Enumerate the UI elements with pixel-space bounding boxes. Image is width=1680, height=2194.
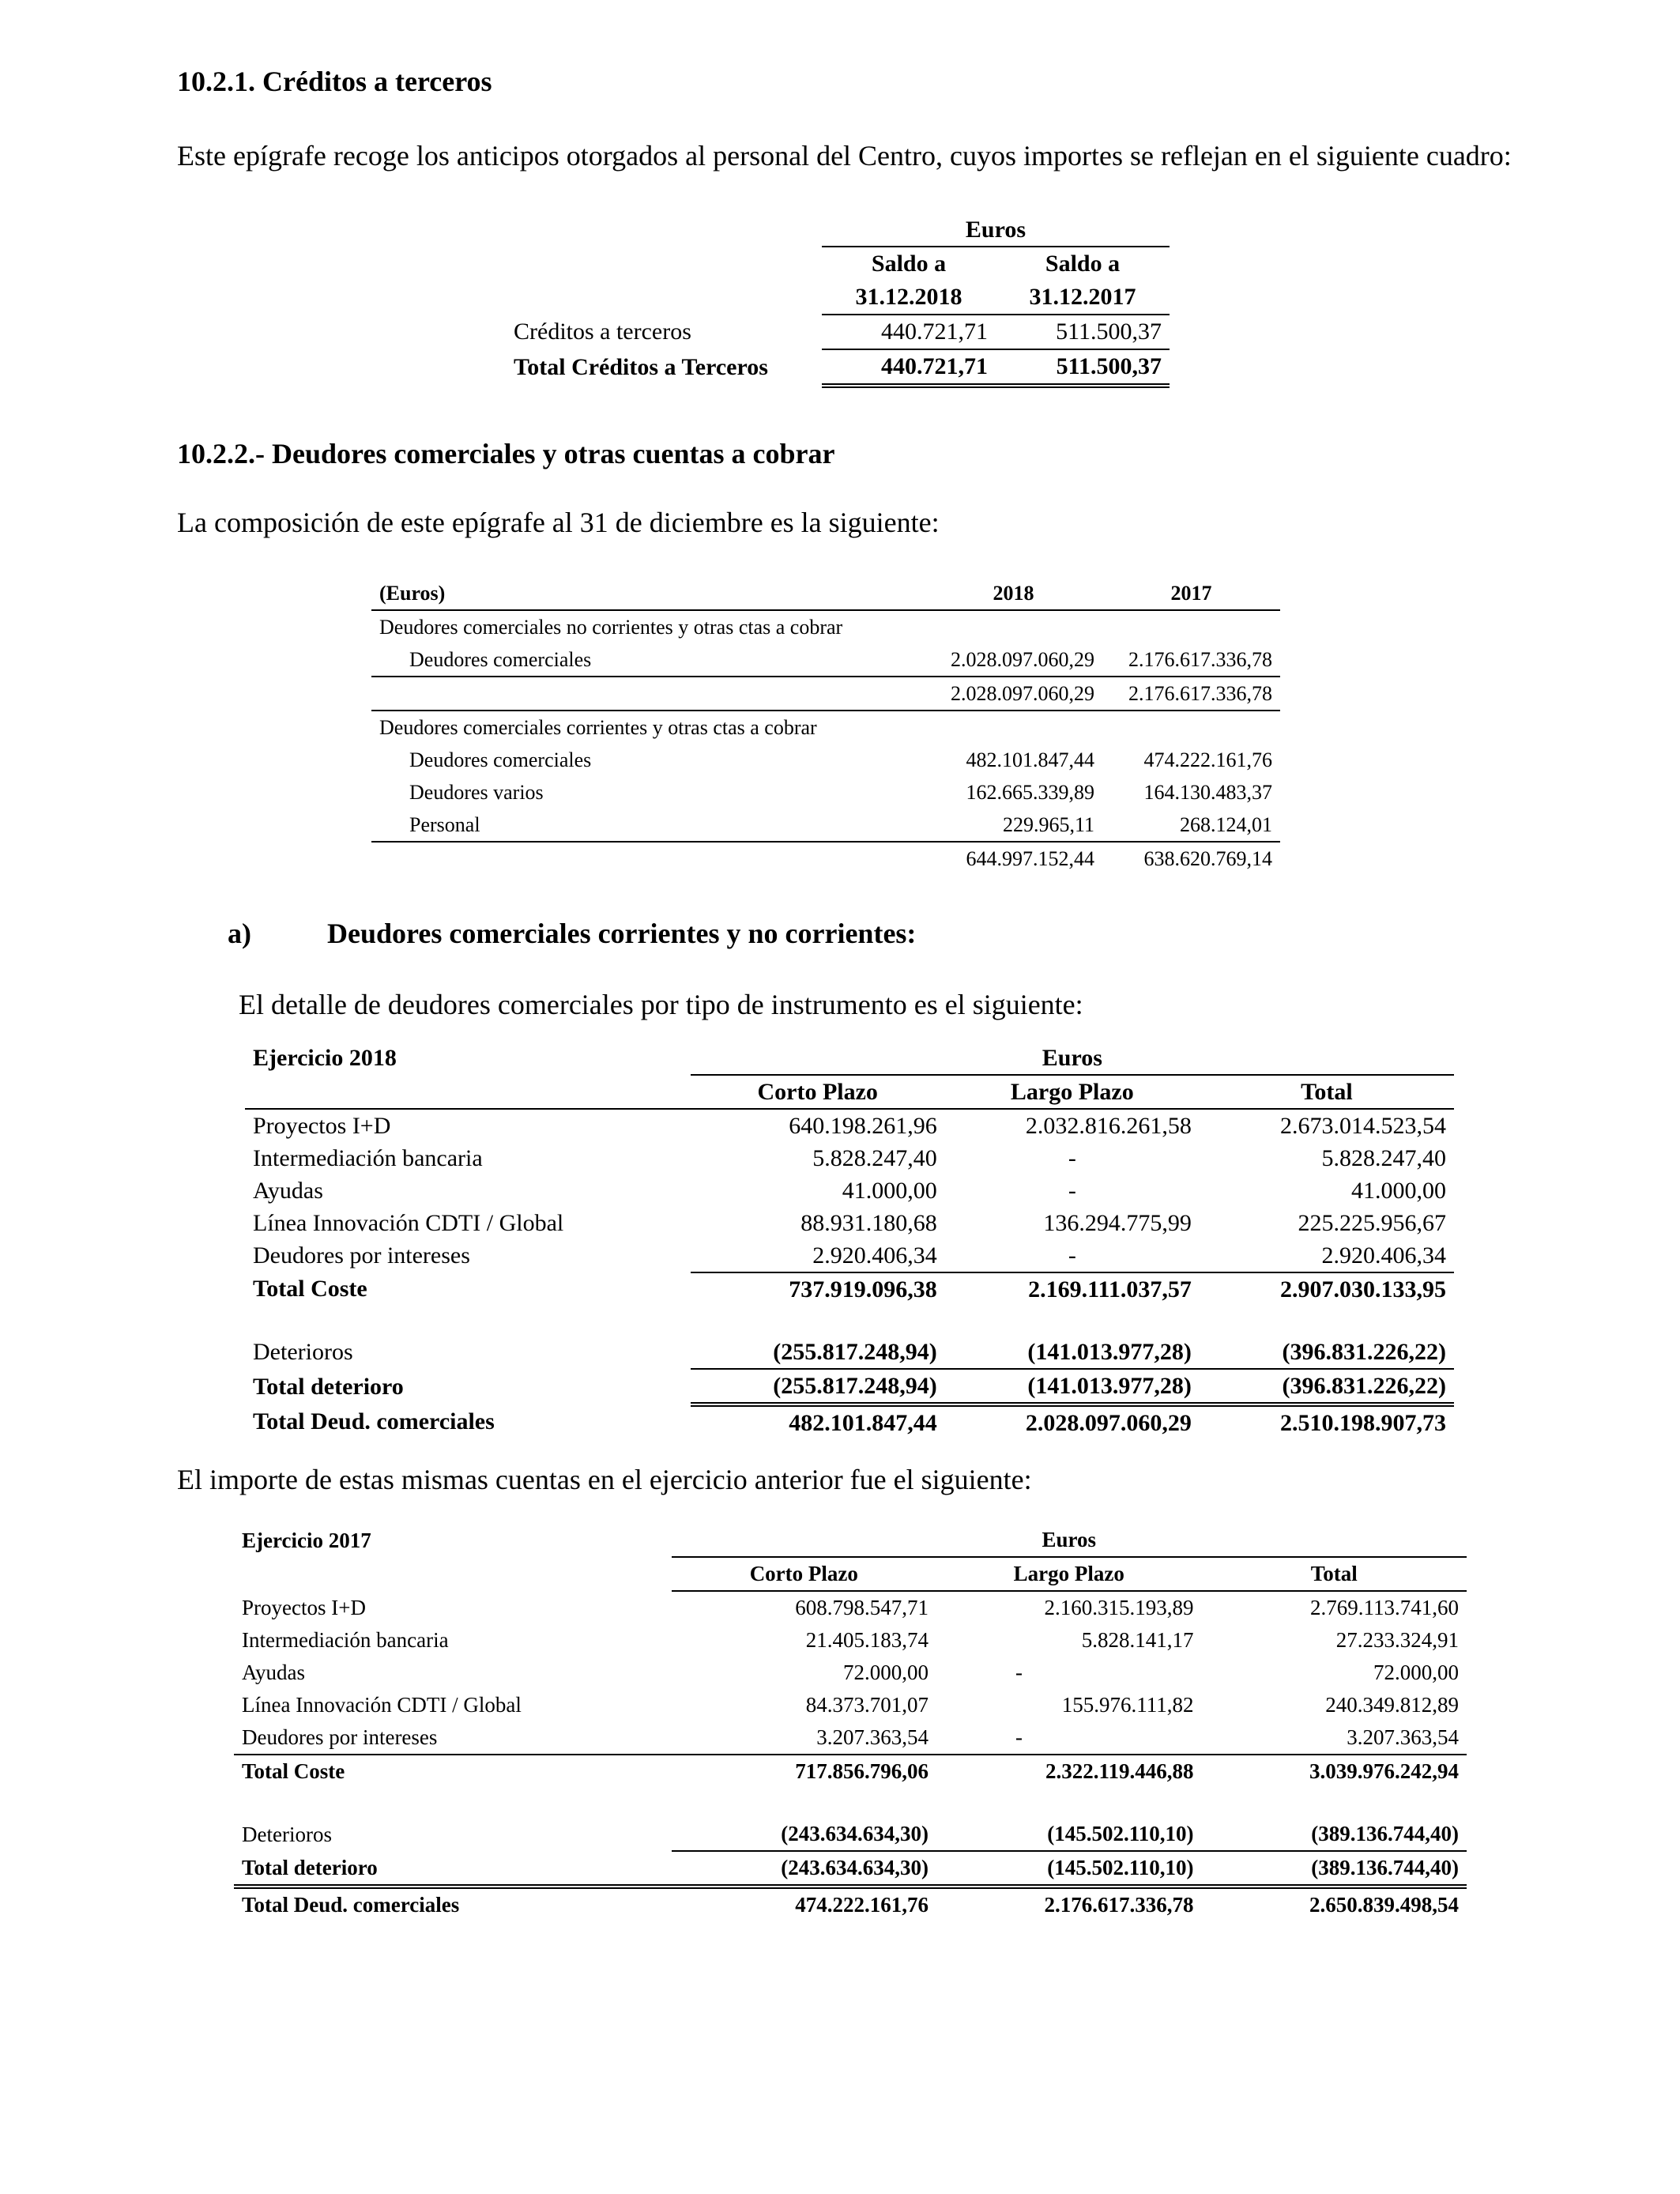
col-header-corto: Corto Plazo: [672, 1557, 936, 1591]
cell-value: 2.032.816.261,58: [1025, 1112, 1192, 1139]
cell-value: 482.101.847,44: [966, 748, 1094, 771]
table-row: [245, 1174, 1454, 1207]
table-row: [245, 1207, 1454, 1239]
table-row: [245, 1142, 1454, 1174]
cell-value: 27.233.324,91: [1335, 1628, 1459, 1652]
table-title: Ejercicio 2018: [253, 1045, 397, 1071]
cell-value: -: [945, 1239, 1200, 1272]
paragraph-detalle: El detalle de deudores comerciales por tipo de instrumento es el siguiente:: [239, 989, 1083, 1020]
cell-value: 2.920.406,34: [1200, 1239, 1454, 1272]
table-row-total: [506, 349, 1170, 386]
row-label: Deterioros: [253, 1339, 353, 1365]
cell-value: (141.013.977,28): [945, 1336, 1200, 1369]
row-label: Total Deud. comerciales: [253, 1408, 495, 1434]
cell-value: 2.920.406,34: [691, 1239, 945, 1272]
cell-value: 229.965,11: [1002, 812, 1094, 836]
cell-value: (243.634.634,30): [672, 1818, 936, 1851]
cell-value: 2.160.315.193,89: [1044, 1596, 1194, 1619]
cell-value: 3.207.363,54: [1201, 1721, 1467, 1755]
cell-value: 737.919.096,38: [789, 1276, 937, 1302]
row-label: Deudores varios: [409, 780, 544, 804]
creditos-table: [506, 213, 1170, 388]
header-euros: Euros: [822, 213, 1170, 247]
cell-value: (141.013.977,28): [945, 1369, 1200, 1404]
deterioros-row: [234, 1818, 1467, 1851]
cell-value: 2.673.014.523,54: [1280, 1112, 1446, 1139]
row-label: Línea Innovación CDTI / Global: [242, 1693, 522, 1717]
deterioros-row: [245, 1336, 1454, 1369]
cell-value: 2.176.617.336,78: [1128, 647, 1272, 671]
cell-value: 72.000,00: [843, 1661, 929, 1684]
cell-value: 3.039.976.242,94: [1309, 1759, 1459, 1783]
table-row: [234, 1624, 1467, 1657]
row-label: Deterioros: [242, 1822, 332, 1846]
row-label: Total Coste: [253, 1276, 367, 1302]
table-row: [371, 643, 1280, 677]
row-label: Deudores comerciales: [409, 748, 592, 771]
row-label: Proyectos I+D: [253, 1112, 391, 1139]
col-header-2017: 2017: [1170, 581, 1212, 605]
cell-value: 608.798.547,71: [795, 1596, 929, 1619]
col-header-2018-l1: Saldo a: [871, 251, 947, 277]
table-row: [371, 776, 1280, 809]
cell-value: 5.828.247,40: [1321, 1144, 1446, 1171]
cell-value: 440.721,71: [822, 349, 996, 386]
cell-value: 474.222.161,76: [1143, 748, 1272, 771]
cell-value: -: [1015, 1661, 1023, 1684]
row-label: Total deterioro: [253, 1373, 404, 1400]
cell-value: 268.124,01: [1180, 812, 1272, 836]
cell-value: (389.136.744,40): [1201, 1851, 1467, 1887]
cell-value: (396.831.226,22): [1200, 1336, 1454, 1369]
table-row: [245, 1109, 1454, 1142]
cell-value: -: [936, 1721, 1201, 1755]
row-label: Proyectos I+D: [242, 1595, 366, 1619]
cell-value: 2.907.030.133,95: [1280, 1276, 1446, 1302]
cell-value: -: [1068, 1177, 1076, 1204]
cell-value: 72.000,00: [1373, 1661, 1459, 1684]
header-euros: Euros: [672, 1524, 1467, 1557]
cell-value: 88.931.180,68: [800, 1209, 937, 1236]
total-deterioro-row: [234, 1851, 1467, 1887]
subtotal-row: [371, 677, 1280, 711]
table-row: [234, 1591, 1467, 1624]
row-label: Total Créditos a Terceros: [514, 354, 768, 380]
col-header-2018-l2: 31.12.2018: [822, 281, 996, 315]
cell-value: (255.817.248,94): [691, 1336, 945, 1369]
deudores-2017-table: [234, 1524, 1467, 1921]
cell-value: (145.502.110,10): [936, 1851, 1201, 1887]
col-header-largo: Largo Plazo: [945, 1075, 1200, 1109]
cell-value: 2.028.097.060,29: [951, 647, 1094, 671]
cell-value: 717.856.796,06: [795, 1759, 929, 1783]
col-header-total: Total: [1201, 1557, 1467, 1591]
row-label: Intermediación bancaria: [253, 1144, 483, 1171]
cell-value: 482.101.847,44: [789, 1409, 937, 1436]
cell-value: (243.634.634,30): [672, 1851, 936, 1887]
cell-value: 225.225.956,67: [1298, 1209, 1446, 1236]
total-deterioro-row: [245, 1369, 1454, 1404]
col-header-2018: 2018: [993, 581, 1034, 605]
row-label: Ayudas: [253, 1177, 323, 1204]
row-label: Total deterioro: [234, 1851, 672, 1887]
cell-value: 2.028.097.060,29: [951, 681, 1094, 705]
subsection-heading: Deudores comerciales corrientes y no corrientes:: [327, 918, 917, 949]
cell-value: 2.028.097.060,29: [1025, 1409, 1192, 1436]
col-header-2017-l2: 31.12.2017: [996, 281, 1170, 315]
table-row: [234, 1689, 1467, 1721]
row-label: Deudores por intereses: [234, 1721, 672, 1755]
cell-value: 2.322.119.446,88: [1045, 1759, 1194, 1783]
cell-value: 2.650.839.498,54: [1309, 1893, 1459, 1917]
cell-value: 474.222.161,76: [795, 1893, 929, 1917]
cell-value: 644.997.152,44: [966, 846, 1094, 870]
deudores-composition-table: [371, 577, 1280, 875]
cell-value: 240.349.812,89: [1325, 1693, 1459, 1717]
row-label: Personal: [409, 812, 480, 836]
col-header-2017-l1: Saldo a: [1045, 251, 1121, 277]
col-header-largo: Largo Plazo: [936, 1557, 1201, 1591]
row-label: Total Coste: [242, 1759, 345, 1783]
cell-value: 2.169.111.037,57: [1028, 1276, 1192, 1302]
cell-value: 155.976.111,82: [1061, 1693, 1194, 1717]
paragraph-composicion: La composición de este epígrafe al 31 de diciembre es la siguiente:: [177, 507, 940, 538]
cell-value: (389.136.744,40): [1201, 1818, 1467, 1851]
table-row: [234, 1721, 1467, 1755]
cell-value: 640.198.261,96: [789, 1112, 937, 1139]
group-label-corrientes: Deudores comerciales corrientes y otras ctas a cobrar: [379, 715, 817, 739]
row-label: Intermediación bancaria: [242, 1628, 449, 1652]
cell-value: 5.828.141,17: [1081, 1628, 1194, 1652]
cell-value: 5.828.247,40: [812, 1144, 937, 1171]
cell-value: -: [1068, 1144, 1076, 1171]
table-row: [234, 1657, 1467, 1689]
deudores-2018-table: [245, 1042, 1454, 1439]
total-deud-row: [245, 1404, 1454, 1439]
subsection-marker: a): [228, 918, 251, 949]
cell-value: 2.176.617.336,78: [1044, 1893, 1194, 1917]
table-row: [371, 744, 1280, 776]
cell-value: 162.665.339,89: [966, 780, 1094, 804]
paragraph-creditos: Este epígrafe recoge los anticipos otorgados al personal del Centro, cuyos importes se reflejan en el siguiente cuadro:: [177, 140, 1512, 172]
total-coste-row: [234, 1755, 1467, 1788]
col-header-total: Total: [1200, 1075, 1454, 1109]
row-label: Deudores comerciales: [409, 647, 592, 671]
header-euros: (Euros): [379, 581, 446, 605]
cell-value: (396.831.226,22): [1200, 1369, 1454, 1404]
cell-value: 41.000,00: [1351, 1177, 1446, 1204]
table-title: Ejercicio 2017: [242, 1528, 371, 1552]
cell-value: 136.294.775,99: [1043, 1209, 1192, 1236]
row-label: Créditos a terceros: [514, 319, 691, 345]
cell-value: 2.176.617.336,78: [1128, 681, 1272, 705]
cell-value: 41.000,00: [842, 1177, 937, 1204]
group-label-no-corrientes: Deudores comerciales no corrientes y otras ctas a cobrar: [379, 615, 843, 639]
cell-value: 2.769.113.741,60: [1310, 1596, 1459, 1619]
cell-value: 84.373.701,07: [805, 1693, 929, 1717]
table-row: [506, 315, 1170, 349]
total-coste-row: [245, 1272, 1454, 1306]
cell-value: 511.500,37: [996, 315, 1170, 349]
table-row: [245, 1239, 1454, 1272]
paragraph-ejercicio-anterior: El importe de estas mismas cuentas en el ejercicio anterior fue el siguiente:: [177, 1464, 1032, 1495]
cell-value: 638.620.769,14: [1143, 846, 1272, 870]
row-label: Deudores por intereses: [253, 1242, 470, 1269]
header-euros: Euros: [691, 1042, 1454, 1075]
cell-value: 440.721,71: [822, 315, 996, 349]
row-label: Línea Innovación CDTI / Global: [253, 1209, 564, 1236]
table-row: [371, 809, 1280, 842]
section-heading-deudores: 10.2.2.- Deudores comerciales y otras cuentas a cobrar: [177, 438, 835, 469]
cell-value: (145.502.110,10): [936, 1818, 1201, 1851]
cell-value: 511.500,37: [996, 349, 1170, 386]
cell-value: 21.405.183,74: [805, 1628, 929, 1652]
section-heading-creditos: 10.2.1. Créditos a terceros: [177, 66, 492, 97]
row-label: Total Deud. comerciales: [242, 1893, 460, 1917]
cell-value: (255.817.248,94): [691, 1369, 945, 1404]
total-deud-row: [234, 1887, 1467, 1921]
cell-value: 2.510.198.907,73: [1280, 1409, 1446, 1436]
row-label: Ayudas: [242, 1661, 306, 1684]
cell-value: 3.207.363,54: [672, 1721, 936, 1755]
cell-value: 164.130.483,37: [1143, 780, 1272, 804]
col-header-corto: Corto Plazo: [691, 1075, 945, 1109]
subtotal-row: [371, 842, 1280, 875]
